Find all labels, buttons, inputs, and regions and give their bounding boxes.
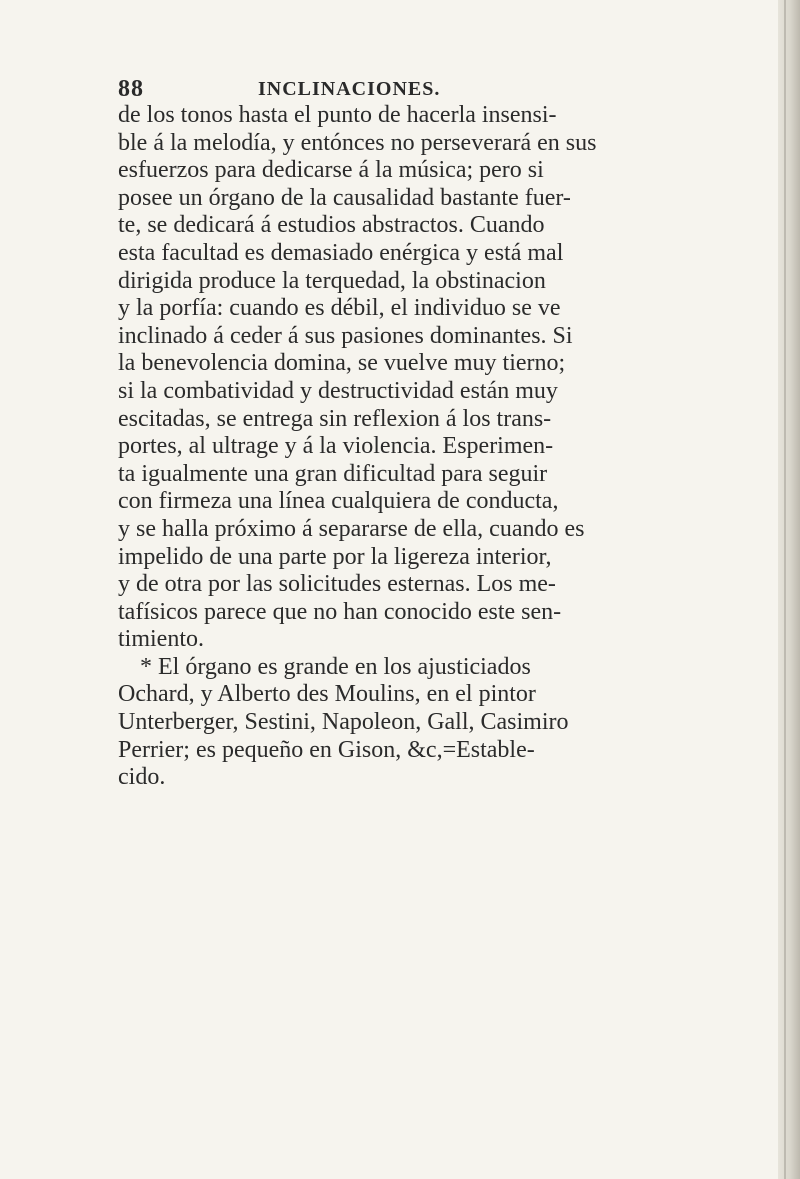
text-line: tafísicos parece que no han conocido este sen- xyxy=(118,598,562,625)
text-line: la benevolencia domina, se vuelve muy tierno; xyxy=(118,350,566,377)
text-line: impelido de una parte por la ligereza interior, xyxy=(118,543,552,570)
page-number: 88 xyxy=(118,76,144,102)
footnote-line: cido. xyxy=(118,764,166,791)
text-line: timiento. xyxy=(118,626,204,653)
text-line: te, se dedicará á estudios abstractos. Cuando xyxy=(118,212,545,239)
text-line: y la porfía: cuando es débil, el individuo se ve xyxy=(118,295,561,322)
text-line: si la combatividad y destructividad están muy xyxy=(118,377,558,404)
page-edge-line xyxy=(784,0,786,1179)
text-line: ta igualmente una gran dificultad para seguir xyxy=(118,460,548,487)
page-edge xyxy=(778,0,800,1179)
footnote-line: * El órgano es grande en los ajusticiados xyxy=(140,653,531,680)
body-text xyxy=(118,102,758,792)
text-line: y de otra por las solicitudes esternas. Los me- xyxy=(118,571,556,598)
text-line: escitadas, se entrega sin reflexion á los trans- xyxy=(118,405,552,432)
text-line: y se halla próximo á separarse de ella, cuando es xyxy=(118,515,585,542)
text-line: dirigida produce la terquedad, la obstinacion xyxy=(118,267,546,294)
footnote-line: Unterberger, Sestini, Napoleon, Gall, Casimiro xyxy=(118,709,569,736)
footnote-line: Perrier; es pequeño en Gison, &c,=Estable- xyxy=(118,736,535,763)
text-line: con firmeza una línea cualquiera de conducta, xyxy=(118,488,559,515)
text-line: portes, al ultrage y á la violencia. Esperimen- xyxy=(118,433,554,460)
text-line: inclinado á ceder á sus pasiones dominantes. Si xyxy=(118,322,573,349)
text-line: esta facultad es demasiado enérgica y está mal xyxy=(118,239,564,266)
text-line: posee un órgano de la causalidad bastante fuer- xyxy=(118,184,571,211)
text-line: esfuerzos para dedicarse á la música; pero si xyxy=(118,157,544,184)
text-line: ble á la melodía, y entónces no perseverará en sus xyxy=(118,129,597,156)
footnote-line: Ochard, y Alberto des Moulins, en el pintor xyxy=(118,681,536,708)
running-head: INCLINACIONES. xyxy=(258,78,441,100)
text-line: de los tonos hasta el punto de hacerla insensi- xyxy=(118,102,557,128)
